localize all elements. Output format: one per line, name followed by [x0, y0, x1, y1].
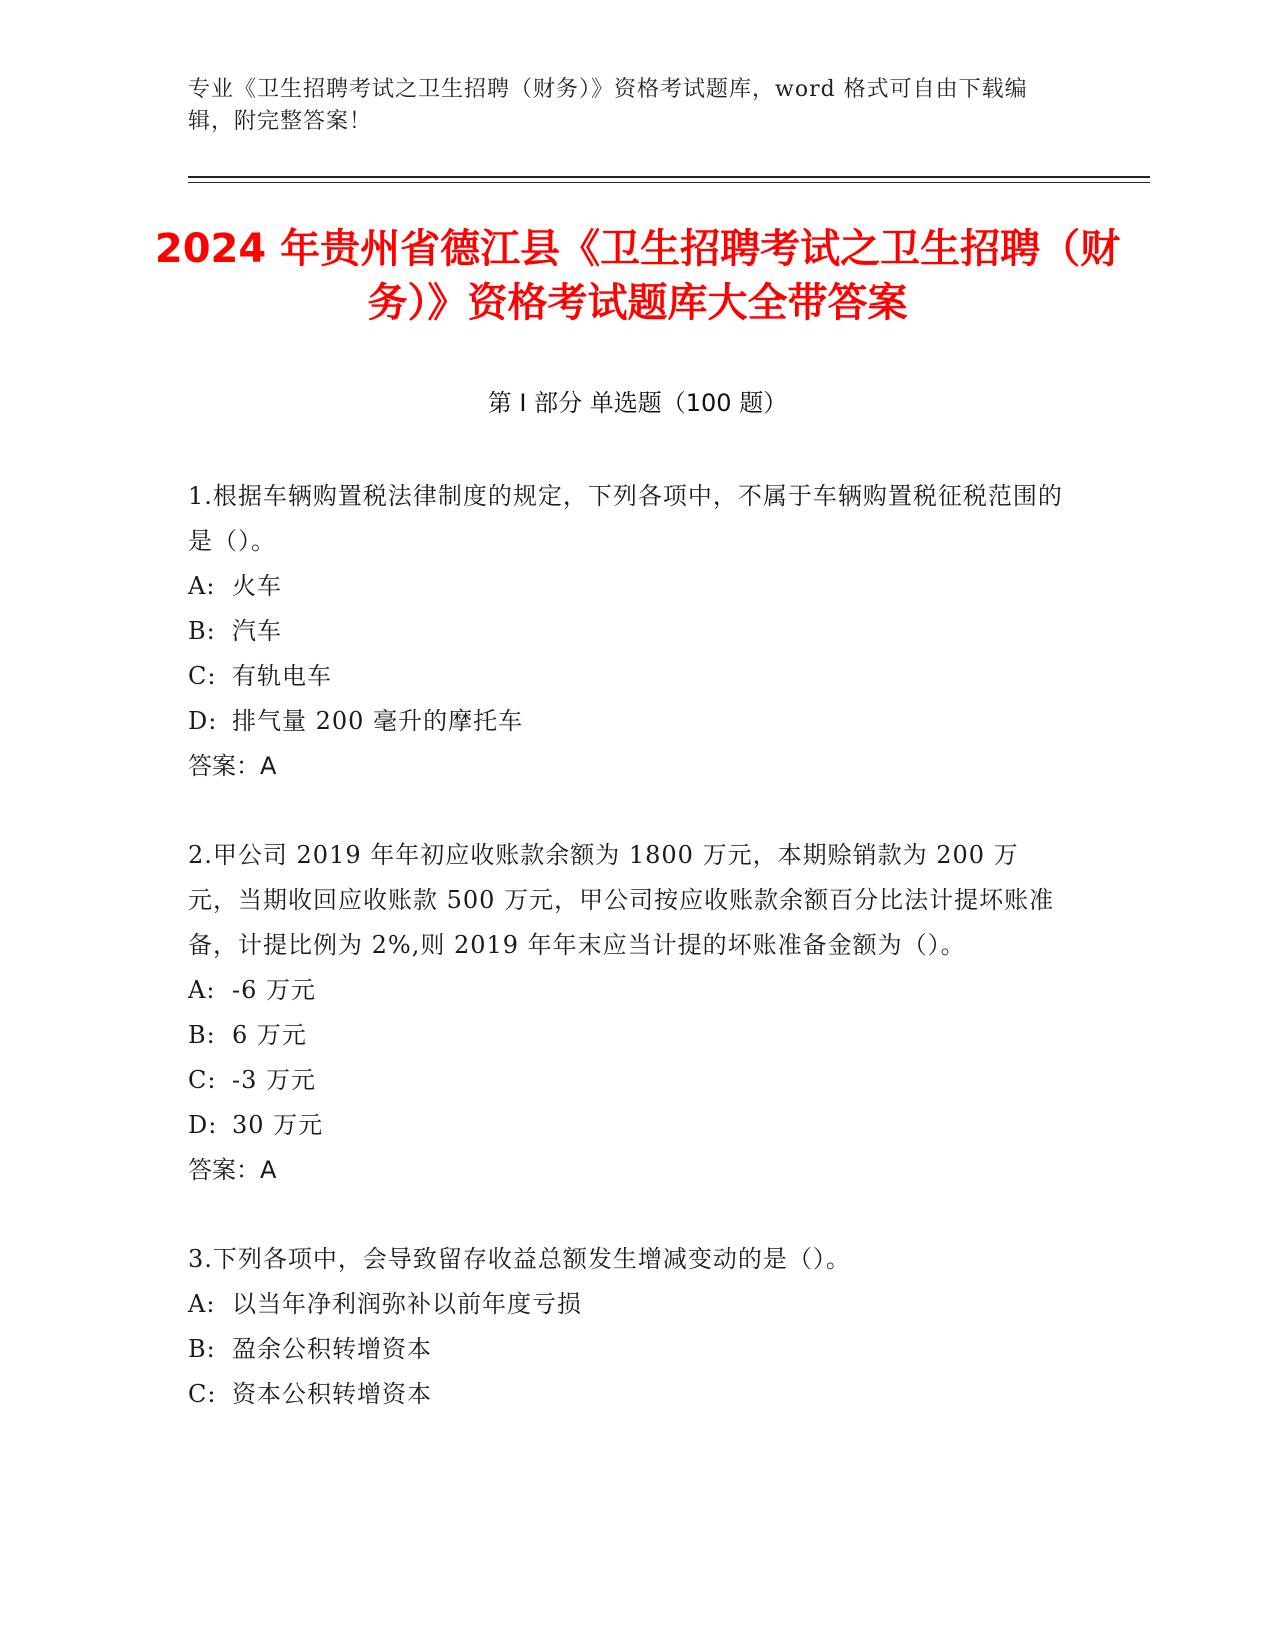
option-a	[188, 968, 1068, 1013]
header-divider-thin	[188, 182, 1150, 183]
option-key: D:	[188, 1111, 218, 1139]
option-c	[188, 654, 1068, 699]
option-key: A:	[188, 976, 216, 1004]
option-key: C:	[188, 662, 217, 690]
option-d	[188, 699, 1068, 744]
option-text: 6 万元	[232, 1021, 307, 1049]
document-title: 2024 年贵州省德江县《卫生招聘考试之卫生招聘（财务）》资格考试题库大全带答案	[154, 226, 1121, 326]
option-text: 盈余公积转增资本	[232, 1335, 432, 1363]
option-text: 有轨电车	[232, 662, 332, 690]
question-2	[188, 833, 1068, 1193]
answer: 答案：A	[188, 752, 277, 780]
option-key: A:	[188, 1290, 216, 1318]
header-divider-thick	[188, 176, 1150, 178]
header-note: 专业《卫生招聘考试之卫生招聘（财务）》资格考试题库，word 格式可自由下载编辑，附完整答案！	[188, 77, 1028, 134]
option-text: -6 万元	[232, 976, 317, 1004]
option-key: A:	[188, 572, 216, 600]
option-c	[188, 1372, 1068, 1417]
option-text: 资本公积转增资本	[232, 1380, 432, 1408]
option-text: -3 万元	[232, 1066, 317, 1094]
question-text: 1.根据车辆购置税法律制度的规定，下列各项中，不属于车辆购置税征税范围的是（）。	[188, 482, 1063, 555]
question-text: 2.甲公司 2019 年年初应收账款余额为 1800 万元，本期赊销款为 200 万元，当期收回应收账款 500 万元，甲公司按应收账款余额百分比法计提坏账准备，计提比例为 2%,则 2019 年年末应当计提的坏账准备金额为（）。	[188, 841, 1055, 959]
option-key: C:	[188, 1066, 217, 1094]
option-a	[188, 1282, 1068, 1327]
option-text: 30 万元	[232, 1111, 324, 1139]
question-text: 3.下列各项中，会导致留存收益总额发生增减变动的是（）。	[188, 1245, 851, 1273]
question-3	[188, 1237, 1068, 1417]
option-key: D:	[188, 707, 218, 735]
option-b	[188, 1013, 1068, 1058]
option-text: 汽车	[232, 617, 282, 645]
section-heading: 第 I 部分 单选题（100 题）	[487, 389, 788, 417]
option-text: 以当年净利润弥补以前年度亏损	[232, 1290, 582, 1318]
answer: 答案：A	[188, 1156, 277, 1184]
option-key: B:	[188, 1021, 216, 1049]
question-1	[188, 474, 1068, 789]
option-key: C:	[188, 1380, 217, 1408]
option-key: B:	[188, 1335, 216, 1363]
option-key: B:	[188, 617, 216, 645]
option-c	[188, 1058, 1068, 1103]
option-text: 排气量 200 毫升的摩托车	[232, 707, 524, 735]
option-b	[188, 609, 1068, 654]
option-text: 火车	[232, 572, 282, 600]
option-a	[188, 564, 1068, 609]
question-list	[188, 474, 1068, 1461]
option-d	[188, 1103, 1068, 1148]
option-b	[188, 1327, 1068, 1372]
